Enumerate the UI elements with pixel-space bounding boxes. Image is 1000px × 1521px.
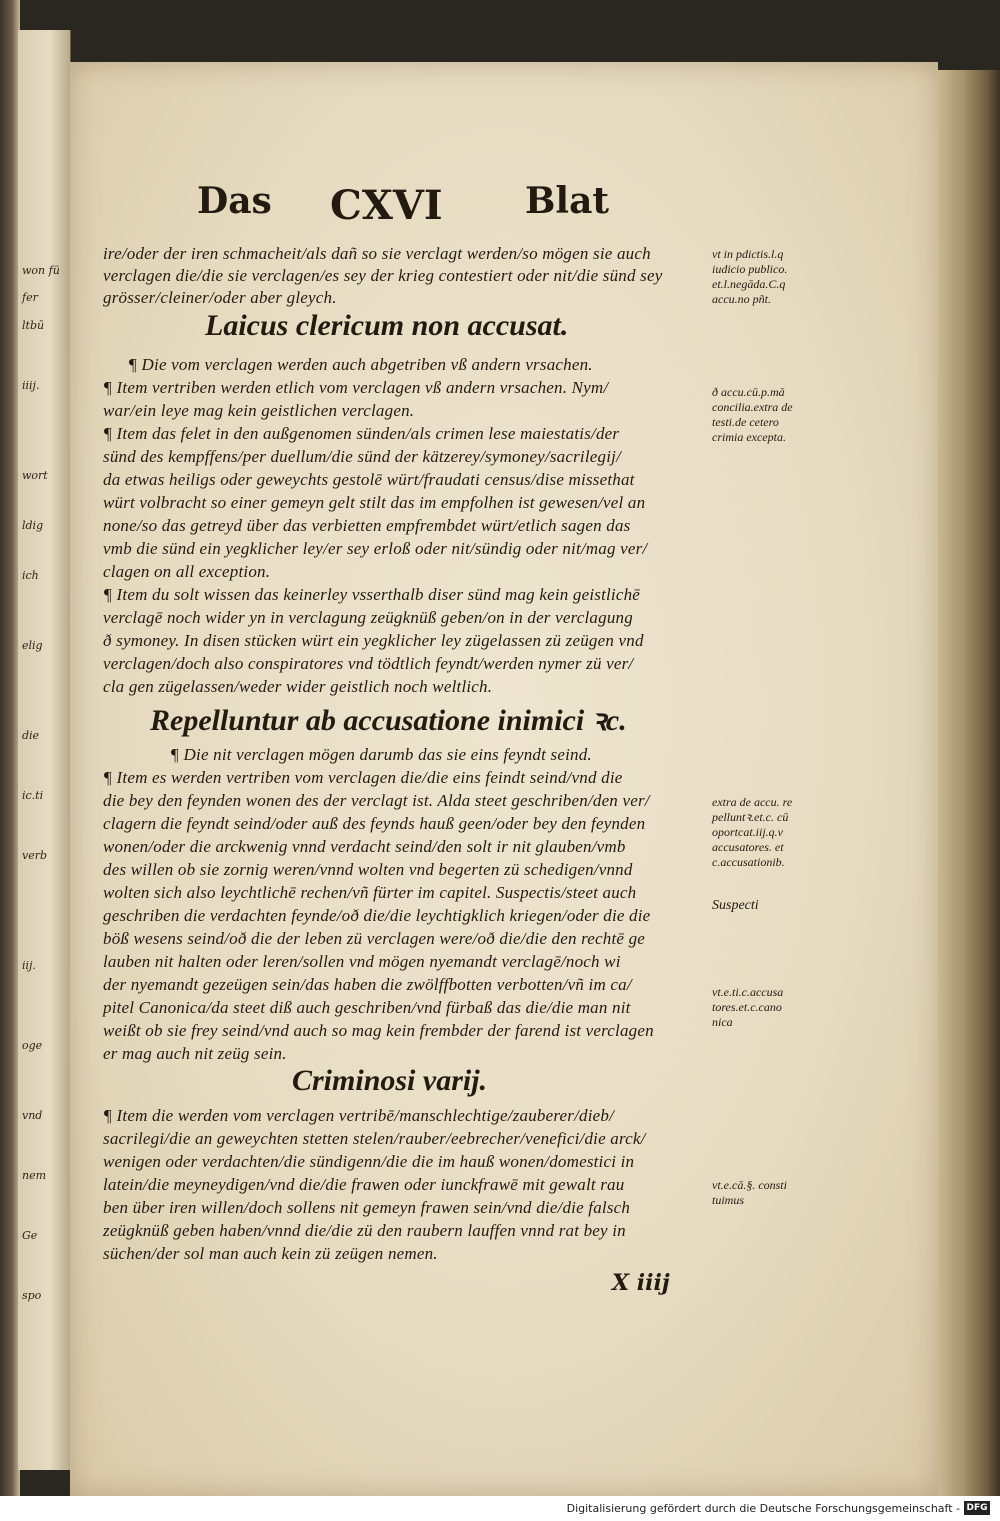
- text-line: ¶ Die vom verclagen werden auch abgetriben vß andern vrsachen.: [128, 355, 593, 374]
- text-line: ð symoney. In disen stücken würt ein yegklicher ley zügelassen zü zeügen vnd: [103, 631, 644, 650]
- marginal-note: vt.e.cā.§. consti tuimus: [712, 1178, 787, 1207]
- text-line: ¶ Item die werden vom verclagen vertribē/manschlechtige/zauberer/dieb/: [103, 1106, 615, 1125]
- text-line: ben über iren willen/doch sollens nit gemeyn frawen sein/vnd die/die falsch: [103, 1198, 631, 1217]
- text-line: clagen on all exception.: [103, 562, 271, 581]
- page-stack-edge: [938, 70, 1000, 1496]
- footer-bar: [0, 1496, 1000, 1521]
- text-line: wenigen oder verdachten/die sündigenn/die die im hauß wonen/domestici in: [103, 1152, 635, 1171]
- text-line: ¶ Die nit verclagen mögen darumb das sie eins feyndt seind.: [170, 745, 592, 764]
- text-line: wonen/oder die arckwenig vnnd verdacht seind/den solt ir nit glauben/vmb: [103, 837, 626, 856]
- funding-credit: Digitalisierung gefördert durch die Deutsche Forschungsgemeinschaft -: [566, 1502, 960, 1515]
- section-heading: Criminosi varij.: [292, 1064, 488, 1097]
- text-line: da etwas heiligs oder geweychts gestolē würt/fraudati census/dise missethat: [103, 470, 635, 489]
- running-head-right: Blat: [525, 180, 610, 222]
- marginal-note: Suspecti: [712, 898, 759, 913]
- text-line: grösser/cleiner/oder aber gleych.: [103, 288, 337, 307]
- text-line: ¶ Item es werden vertriben vom verclagen die/die eins feindt seind/vnd die: [103, 768, 623, 787]
- text-line: er mag auch nit zeüg sein.: [103, 1044, 287, 1063]
- signature-mark: X iiij: [612, 1270, 670, 1296]
- marginal-note: vt in pdictis.l.q iudicio publico. et.l.negāda.C.q accu.no pñt.: [712, 247, 788, 306]
- text-line: none/so das getreyd über das verbietten empfrembdet würt/etlich sagen das: [103, 516, 631, 535]
- text-line: die bey den feynden wonen des der verclagt ist. Alda steet geschriben/den ver/: [103, 791, 650, 810]
- section-heading: Repelluntur ab accusatione inimici ꝛc.: [150, 704, 627, 737]
- text-line: verclagen/doch also conspiratores vnd tödtlich feyndt/werden nymer zü ver/: [103, 654, 634, 673]
- text-line: würt volbracht so einer gemeyn gelt stilt das im empfolhen ist gewesen/vel an: [103, 493, 646, 512]
- text-line: weißt ob sie frey seind/vnd auch so mag kein frembder der farend ist verclagen: [103, 1021, 654, 1040]
- text-line: des willen ob sie zornig weren/vnnd wolten vnd begerten zü schedigen/vnnd: [103, 860, 633, 879]
- text-line: cla gen zügelassen/weder wider geistlich noch weltlich.: [103, 677, 493, 696]
- running-head-left: Das: [197, 180, 272, 222]
- text-line: ¶ Item das felet in den außgenomen sünden/als crimen lese maiestatis/der: [103, 424, 620, 443]
- text-line: ¶ Item du solt wissen das keinerley vsserthalb diser sünd mag kein geistlichē: [103, 585, 641, 604]
- text-line: lauben nit halten oder leren/sollen vnd mögen nyemandt verclagē/noch wi: [103, 952, 621, 971]
- text-line: ¶ Item vertriben werden etlich vom verclagen vß andern vrsachen. Nym/: [103, 378, 609, 397]
- text-line: wolten sich also leychtlichē rechen/vñ fürter im capitel. Suspectis/steet auch: [103, 883, 637, 902]
- text-line: clagern die feyndt seind/oder auß des feynds hauß geen/oder bey den feynden: [103, 814, 646, 833]
- text-line: verclagē noch wider yn in verclagung zeügknüß geben/on in der verclagung: [103, 608, 633, 627]
- facing-page-fragment: won fü fer ltbū iiij. wort ldig ich elig die ic.ti verb iij. oge vnd nem Ge spo: [18, 30, 71, 1470]
- text-line: zeügknüß geben haben/vnnd die/die zü den raubern lauffen vnnd rat bey in: [103, 1221, 626, 1240]
- text-line: verclagen die/die sie verclagen/es sey der krieg contestiert oder nit/die sünd sey: [103, 266, 663, 285]
- text-line: sacrilegi/die an geweychten stetten stelen/rauber/eebrecher/venefici/die arck/: [103, 1129, 646, 1148]
- folio-number: CXVI: [330, 182, 443, 229]
- text-line: der nyemandt gezeügen sein/das haben die zwölffbotten verbotten/vñ im ca/: [103, 975, 632, 994]
- text-line: latein/die meyneydigen/vnd die/die frawen oder iunckfrawē mit gewalt rau: [103, 1175, 625, 1194]
- text-line: ire/oder der iren schmacheit/als dañ so sie verclagt werden/so mögen sie auch: [103, 244, 651, 263]
- marginal-note: extra de accu. re pelluntꝛ.et.c. cū oportcat.iij.q.v accusatores. et c.accusationib.: [712, 795, 793, 869]
- dfg-logo: DFG: [964, 1501, 990, 1515]
- text-line: böß wesens seind/oð die der leben zü verclagen were/oð die/die den rechtē ge: [103, 929, 646, 948]
- section-heading: Laicus clericum non accusat.: [205, 309, 569, 342]
- text-line: süchen/der sol man auch kein zü zeügen nemen.: [103, 1244, 438, 1263]
- text-line: vmb die sünd ein yegklicher ley/er sey erloß oder nit/sündig oder nit/mag ver/: [103, 539, 648, 558]
- text-line: sünd des kempffens/per duellum/die sünd der kätzerey/symoney/sacrilegij/: [103, 447, 621, 466]
- text-line: geschriben die verdachten feynde/oð die/die leychtigklich kriegen/oder die die: [103, 906, 651, 925]
- marginal-note: vt.e.ti.c.accusa tores.et.c.cano nica: [712, 985, 784, 1029]
- book-binding-edge: [0, 0, 20, 1496]
- text-line: pitel Canonica/da steet diß auch geschriben/vnd fürbaß das die/die man nit: [103, 998, 631, 1017]
- text-line: war/ein leye mag kein geistlichen verclagen.: [103, 401, 415, 420]
- marginal-note: ð accu.cū.p.mā concilia.extra de testi.de cetero crimia excepta.: [712, 385, 793, 444]
